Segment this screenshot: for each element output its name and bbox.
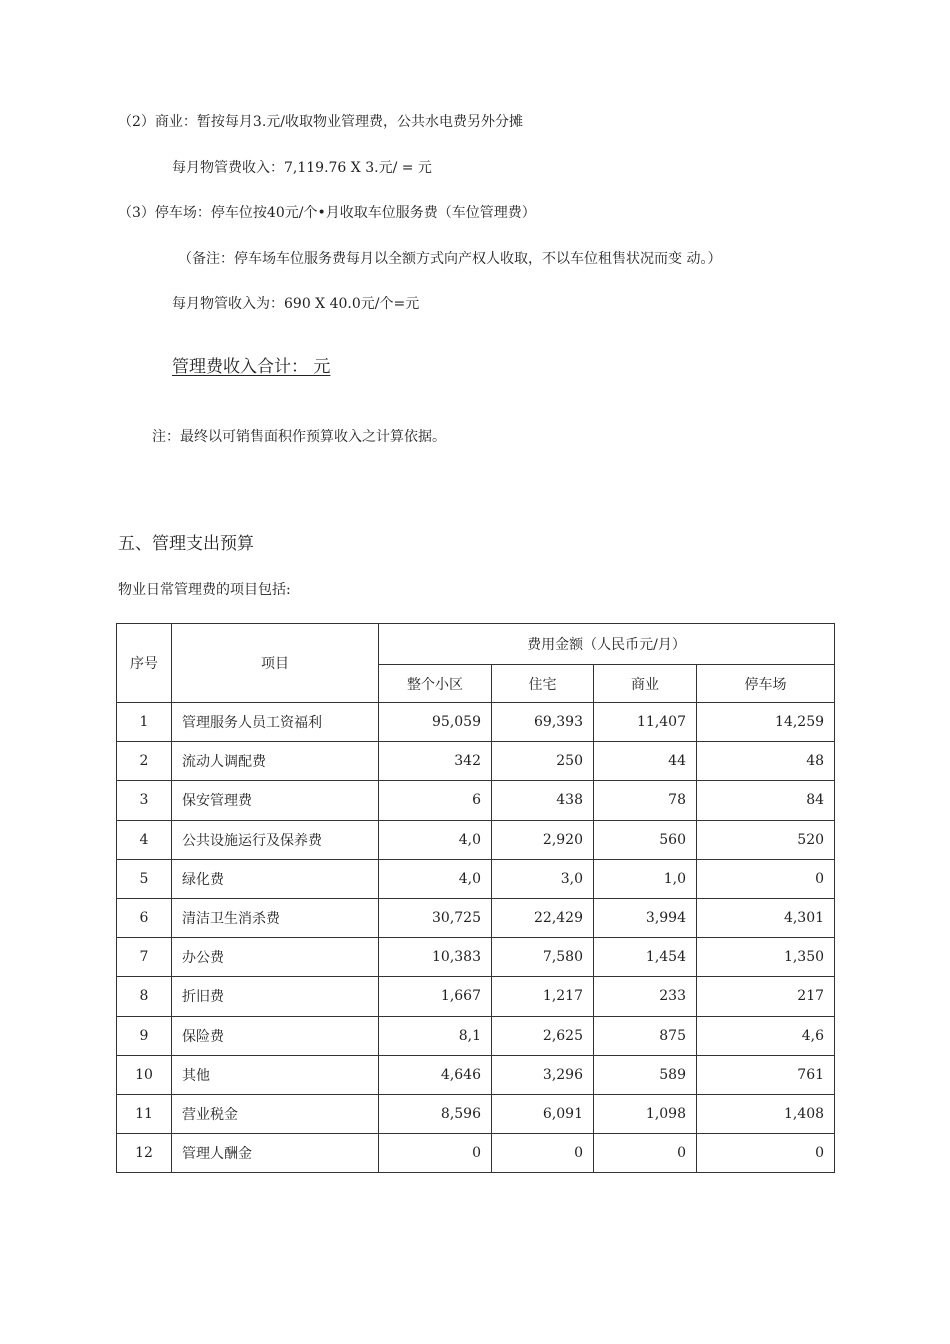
commercial-fee-line: （2）商业：暂按每月3.元/收取物业管理费，公共水电费另外分摊 — [118, 114, 523, 130]
row-item: 折旧费 — [172, 977, 379, 1016]
row-parking: 761 — [697, 1055, 835, 1094]
table-row — [117, 781, 835, 820]
row-total: 4,0 — [379, 820, 492, 859]
row-residential: 6,091 — [492, 1094, 594, 1133]
table-row — [117, 1134, 835, 1173]
row-commercial: 1,454 — [594, 938, 697, 977]
table-row — [117, 742, 835, 781]
fee-income-total: 管理费收入合计： 元 — [172, 357, 331, 377]
row-parking: 4,301 — [697, 898, 835, 937]
row-parking: 217 — [697, 977, 835, 1016]
row-seq: 6 — [117, 898, 172, 937]
row-total: 1,667 — [379, 977, 492, 1016]
header-amount: 费用金额（人民币元/月） — [379, 624, 835, 665]
row-commercial: 589 — [594, 1055, 697, 1094]
row-item: 公共设施运行及保养费 — [172, 820, 379, 859]
row-total: 4,646 — [379, 1055, 492, 1094]
commercial-monthly-income: 每月物管费收入：7,119.76 X 3.元/ = 元 — [172, 160, 432, 176]
row-residential: 69,393 — [492, 703, 594, 742]
row-total: 0 — [379, 1134, 492, 1173]
table-row — [117, 1016, 835, 1055]
row-commercial: 875 — [594, 1016, 697, 1055]
row-total: 8,596 — [379, 1094, 492, 1133]
table-row — [117, 977, 835, 1016]
row-commercial: 11,407 — [594, 703, 697, 742]
row-item: 绿化费 — [172, 859, 379, 898]
header-col-residential: 住宅 — [492, 665, 594, 703]
row-total: 30,725 — [379, 898, 492, 937]
table-row — [117, 898, 835, 937]
row-commercial: 560 — [594, 820, 697, 859]
row-total: 342 — [379, 742, 492, 781]
expense-budget-table — [116, 623, 835, 1173]
row-commercial: 78 — [594, 781, 697, 820]
parking-monthly-income: 每月物管收入为：690 X 40.0元/个=元 — [172, 296, 420, 312]
row-parking: 84 — [697, 781, 835, 820]
row-seq: 5 — [117, 859, 172, 898]
row-item: 流动人调配费 — [172, 742, 379, 781]
row-commercial: 233 — [594, 977, 697, 1016]
row-item: 营业税金 — [172, 1094, 379, 1133]
row-seq: 4 — [117, 820, 172, 859]
header-col-commercial: 商业 — [594, 665, 697, 703]
row-parking: 1,408 — [697, 1094, 835, 1133]
row-total: 6 — [379, 781, 492, 820]
row-residential: 438 — [492, 781, 594, 820]
row-item: 清洁卫生消杀费 — [172, 898, 379, 937]
table-row — [117, 703, 835, 742]
row-seq: 1 — [117, 703, 172, 742]
row-parking: 1,350 — [697, 938, 835, 977]
row-residential: 0 — [492, 1134, 594, 1173]
row-residential: 1,217 — [492, 977, 594, 1016]
row-commercial: 1,098 — [594, 1094, 697, 1133]
row-parking: 520 — [697, 820, 835, 859]
row-seq: 10 — [117, 1055, 172, 1094]
row-residential: 3,0 — [492, 859, 594, 898]
header-col-total: 整个小区 — [379, 665, 492, 703]
row-commercial: 3,994 — [594, 898, 697, 937]
table-row — [117, 1055, 835, 1094]
table-row — [117, 938, 835, 977]
header-col-parking: 停车场 — [697, 665, 835, 703]
row-seq: 3 — [117, 781, 172, 820]
section-heading: 五、管理支出预算 — [118, 534, 254, 554]
row-total: 95,059 — [379, 703, 492, 742]
row-residential: 2,625 — [492, 1016, 594, 1055]
row-parking: 14,259 — [697, 703, 835, 742]
row-item: 保安管理费 — [172, 781, 379, 820]
row-residential: 250 — [492, 742, 594, 781]
row-item: 保险费 — [172, 1016, 379, 1055]
row-item: 管理服务人员工资福利 — [172, 703, 379, 742]
table-row — [117, 820, 835, 859]
row-residential: 3,296 — [492, 1055, 594, 1094]
section-intro: 物业日常管理费的项目包括: — [118, 582, 291, 598]
row-commercial: 0 — [594, 1134, 697, 1173]
row-seq: 8 — [117, 977, 172, 1016]
row-seq: 9 — [117, 1016, 172, 1055]
table-row — [117, 859, 835, 898]
table-row — [117, 1094, 835, 1133]
parking-fee-line: （3）停车场：停车位按40元/个•月收取车位服务费（车位管理费） — [118, 205, 536, 221]
row-parking: 4,6 — [697, 1016, 835, 1055]
row-total: 4,0 — [379, 859, 492, 898]
row-commercial: 44 — [594, 742, 697, 781]
row-commercial: 1,0 — [594, 859, 697, 898]
row-seq: 11 — [117, 1094, 172, 1133]
table-header-row — [117, 624, 835, 665]
row-seq: 12 — [117, 1134, 172, 1173]
parking-remark: （备注：停车场车位服务费每月以全额方式向产权人收取，不以车位租售状况而变 动。） — [178, 251, 722, 267]
header-seq: 序号 — [117, 624, 172, 703]
row-residential: 2,920 — [492, 820, 594, 859]
row-item: 管理人酬金 — [172, 1134, 379, 1173]
row-residential: 7,580 — [492, 938, 594, 977]
row-residential: 22,429 — [492, 898, 594, 937]
row-total: 10,383 — [379, 938, 492, 977]
row-item: 其他 — [172, 1055, 379, 1094]
row-seq: 7 — [117, 938, 172, 977]
row-item: 办公费 — [172, 938, 379, 977]
row-seq: 2 — [117, 742, 172, 781]
row-parking: 48 — [697, 742, 835, 781]
header-item: 项目 — [172, 624, 379, 703]
row-parking: 0 — [697, 1134, 835, 1173]
calculation-note: 注：最终以可销售面积作预算收入之计算依据。 — [152, 429, 446, 445]
row-parking: 0 — [697, 859, 835, 898]
row-total: 8,1 — [379, 1016, 492, 1055]
